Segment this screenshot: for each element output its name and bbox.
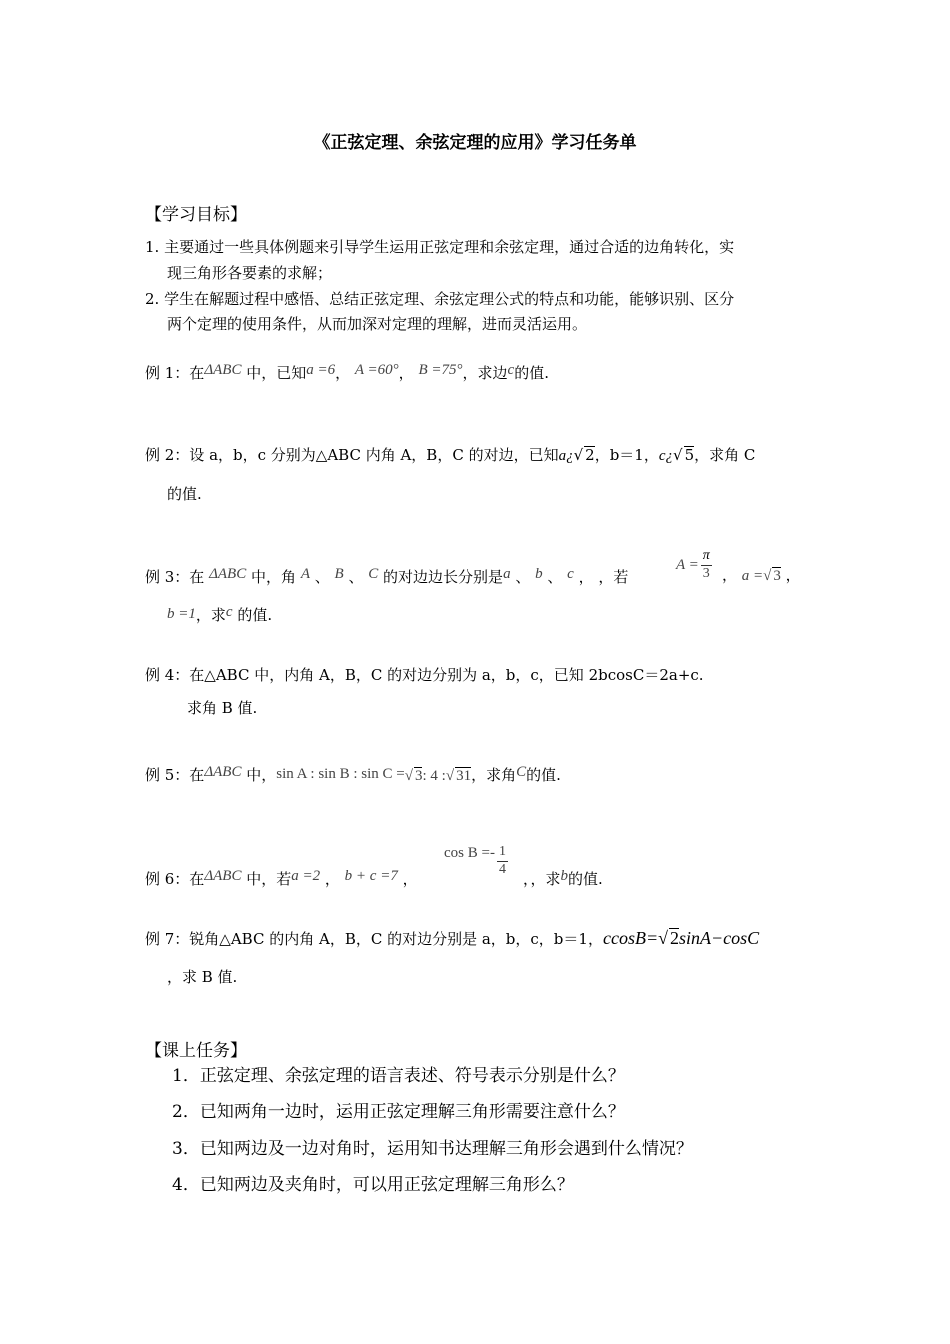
page-title: 《正弦定理、余弦定理的应用》学习任务单 [313,133,637,153]
goals-heading: 【学习目标】 [145,205,247,225]
example-7-line2: ，求 B 值. [167,968,238,986]
task-item-3: 3．已知两边及一边对角时，运用知书达理解三角形会遇到什么情况？ [172,1139,693,1159]
example-6-cos-formula: cos B =- $\frac{1}{4}$ [444,844,506,877]
example-3-line2: b =1，求c 的值. [167,604,273,624]
goal-1-line1: 1. 主要通过一些具体例题来引导学生运用正弦定理和余弦定理，通过合适的边角转化，实 [145,238,735,256]
task-item-2: 2．已知两角一边时，运用正弦定理解三角形需要注意什么？ [172,1102,625,1122]
example-1: 例 1：在ΔABC 中，已知a =6， A =60°， B =75°，求边c的值. [145,362,549,382]
task-item-4: 4．已知两边及夹角时，可以用正弦定理解三角形么？ [172,1175,574,1195]
task-item-1: 1．正弦定理、余弦定理的语言表述、符号表示分别是什么？ [172,1066,625,1086]
tasks-heading: 【课上任务】 [145,1041,247,1061]
example-3-line1: 例 3：在 ΔABC 中，角 A 、 B 、 C 的对边边长分别是a 、 b 、 c ， ，若 [145,566,629,586]
goal-1-line2: 现三角形各要素的求解； [167,264,333,282]
example-6: 例 6：在ΔABC 中，若a =2 ， b + c =7 ， [145,868,418,888]
goal-2-line2: 两个定理的使用条件，从而加深对定理的理解，进而灵活运用。 [167,315,588,333]
example-4-line1: 例 4：在△ABC 中，内角 A，B，C 的对边分别为 a，b，c，已知 2bcosC＝2a+c. [145,666,704,684]
example-2-line1: 例 2：设 a，b，c 分别为△ABC 内角 A，B，C 的对边，已知a¿√ 2，b＝1，c¿√ 5，求角 C [145,446,756,464]
goal-2-line1: 2. 学生在解题过程中感悟、总结正弦定理、余弦定理公式的特点和功能，能够识别、区分 [145,290,735,308]
example-7-line1: 例 7：锐角△ABC 的内角 A，B，C 的对边分别是 a，b，c，b＝1，ccosB=√ 2sinA−cosC [145,928,760,948]
example-2-line2: 的值. [167,485,202,503]
example-4-line2: 求角 B 值. [187,699,258,717]
example-5: 例 5：在ΔABC 中，sin A : sin B : sin C =√ 3: 4 :√ 31，求角C的值. [145,764,561,784]
example-3-side-a: ， a =√ 3 ， [722,566,801,584]
example-6-tail: ，，求b的值. [523,868,603,888]
example-3-angle-formula: A = $\frac{\pi}{3}$ [676,548,710,581]
